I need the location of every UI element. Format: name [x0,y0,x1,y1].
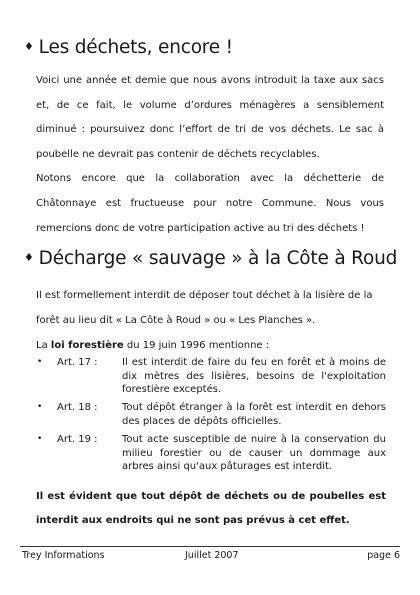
footer-page-number: page 6 [367,550,400,561]
paragraph: Notons encore que la collaboration avec la déchetterie de Châtonnaye est fructueuse pour notre Commune. Nous vous remercions donc de votre participation active au tri des déchets ! [36,173,384,234]
article-text: Tout acte susceptible de nuire à la conservation du milieu forestier ou de causer un dommage aux arbres ainsi qu'aux pâturages est interdit. [122,433,386,473]
footer-divider [20,546,400,547]
article-text: Tout dépôt étranger à la forêt est interdit en dehors des places de dépôts officielles. [122,402,386,427]
diamond-bullet-icon: ♦ [24,40,34,53]
conclusion-text: Il est évident que tout dépôt de déchets ou de poubelles est interdit aux endroits qui ne sont pas prévus à cet effet. [36,491,386,526]
paragraph: Voici une année et demie que nous avons introduit la taxe aux sacs et, de ce fait, le volume d’ordures ménagères a sensiblement diminué : poursuivez donc l’effort de tri de vos déchets. Le sac à poubelle ne devrait pas contenir de déchets recyclables. [36,75,384,160]
section-intro [36,283,384,358]
section-body-dechets [36,69,384,241]
article-list [36,356,386,478]
article-number: Art. 18 : [57,402,98,414]
list-item [36,433,386,474]
section-title: Décharge « sauvage » à la Côte à Roud [38,248,398,269]
paragraph: Il est formellement interdit de déposer tout déchet à la lisière de la forêt au lieu dit « La Côte à Roud » ou « Les Planches ». [36,290,373,326]
list-item [36,356,386,397]
bullet-icon: • [37,357,43,367]
law-reference: La loi forestière du 19 juin 1996 mentionne : [36,340,270,351]
footer-date: Juillet 2007 [185,550,239,561]
section-title: Les déchets, encore ! [38,37,233,58]
article-number: Art. 19 : [57,433,98,445]
section-heading-decharge [24,248,397,269]
article-number: Art. 17 : [57,357,98,368]
section-heading-dechets [24,37,233,58]
article-text: Il est interdit de faire du feu en forêt et à moins de dix mètres des lisières, besoins de l'exploitation forestière exceptés. [122,357,386,396]
list-item [36,401,386,428]
law-name: loi forestière [50,340,124,351]
diamond-bullet-icon: ♦ [24,251,34,264]
bullet-icon: • [37,402,43,413]
footer-publication: Trey Informations [22,550,105,561]
bullet-icon: • [37,433,43,444]
